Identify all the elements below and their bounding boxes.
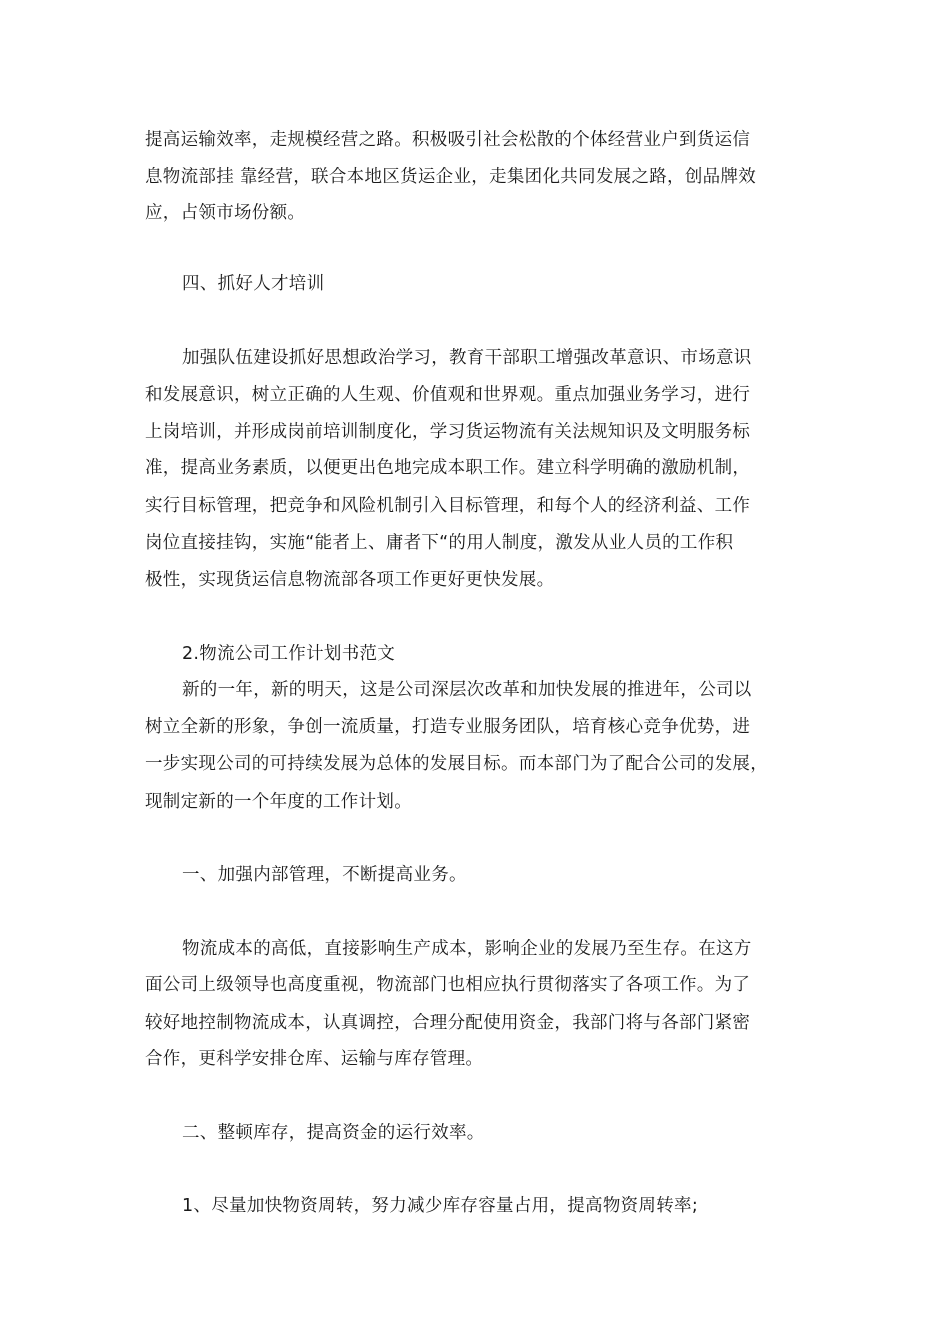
paragraph-line: 新的一年，新的明天，这是公司深层次改革和加快发展的推进年，公司以: [182, 680, 752, 700]
section-heading: 四、抓好人才培训: [182, 274, 325, 294]
paragraph-line: 加强队伍建设抓好思想政治学习，教育干部职工增强改革意识、市场意识: [182, 348, 752, 368]
section-heading: 二、整顿库存，提高资金的运行效率。: [182, 1123, 485, 1143]
paragraph-line: 合作，更科学安排仓库、运输与库存管理。: [145, 1049, 484, 1069]
paragraph-line: 息物流部挂 靠经营，联合本地区货运企业，走集团化共同发展之路，创品牌效: [145, 167, 757, 187]
paragraph-line: 一步实现公司的可持续发展为总体的发展目标。而本部门为了配合公司的发展，: [145, 754, 768, 774]
paragraph-line: 极性，实现货运信息物流部各项工作更好更快发展。: [145, 570, 555, 590]
document-title: 2.物流公司工作计划书范文: [182, 644, 396, 664]
paragraph-line: 岗位直接挂钩，实施“能者上、庸者下“的用人制度，激发从业人员的工作积: [145, 533, 734, 553]
paragraph-line: 实行目标管理，把竞争和风险机制引入目标管理，和每个人的经济利益、工作: [145, 496, 751, 516]
section-heading: 一、加强内部管理，不断提高业务。: [182, 865, 467, 885]
paragraph-line: 上岗培训，并形成岗前培训制度化，学习货运物流有关法规知识及文明服务标: [145, 422, 751, 442]
paragraph-line: 较好地控制物流成本，认真调控，合理分配使用资金，我部门将与各部门紧密: [145, 1013, 751, 1033]
paragraph-line: 面公司上级领导也高度重视，物流部门也相应执行贯彻落实了各项工作。为了: [145, 975, 751, 995]
paragraph-line: 现制定新的一个年度的工作计划。: [145, 792, 412, 812]
paragraph-line: 树立全新的形象，争创一流质量，打造专业服务团队，培育核心竞争优势，进: [145, 717, 751, 737]
paragraph-line: 物流成本的高低，直接影响生产成本，影响企业的发展乃至生存。在这方: [182, 939, 752, 959]
paragraph-line: 应，占领市场份额。: [145, 203, 306, 223]
paragraph-line: 准，提高业务素质，以便更出色地完成本职工作。建立科学明确的激励机制，: [145, 458, 751, 478]
list-item: 1、尽量加快物资周转，努力减少库存容量占用，提高物资周转率;: [182, 1196, 699, 1216]
paragraph-line: 提高运输效率，走规模经营之路。积极吸引社会松散的个体经营业户到货运信: [145, 130, 751, 150]
paragraph-line: 和发展意识，树立正确的人生观、价值观和世界观。重点加强业务学习，进行: [145, 385, 751, 405]
